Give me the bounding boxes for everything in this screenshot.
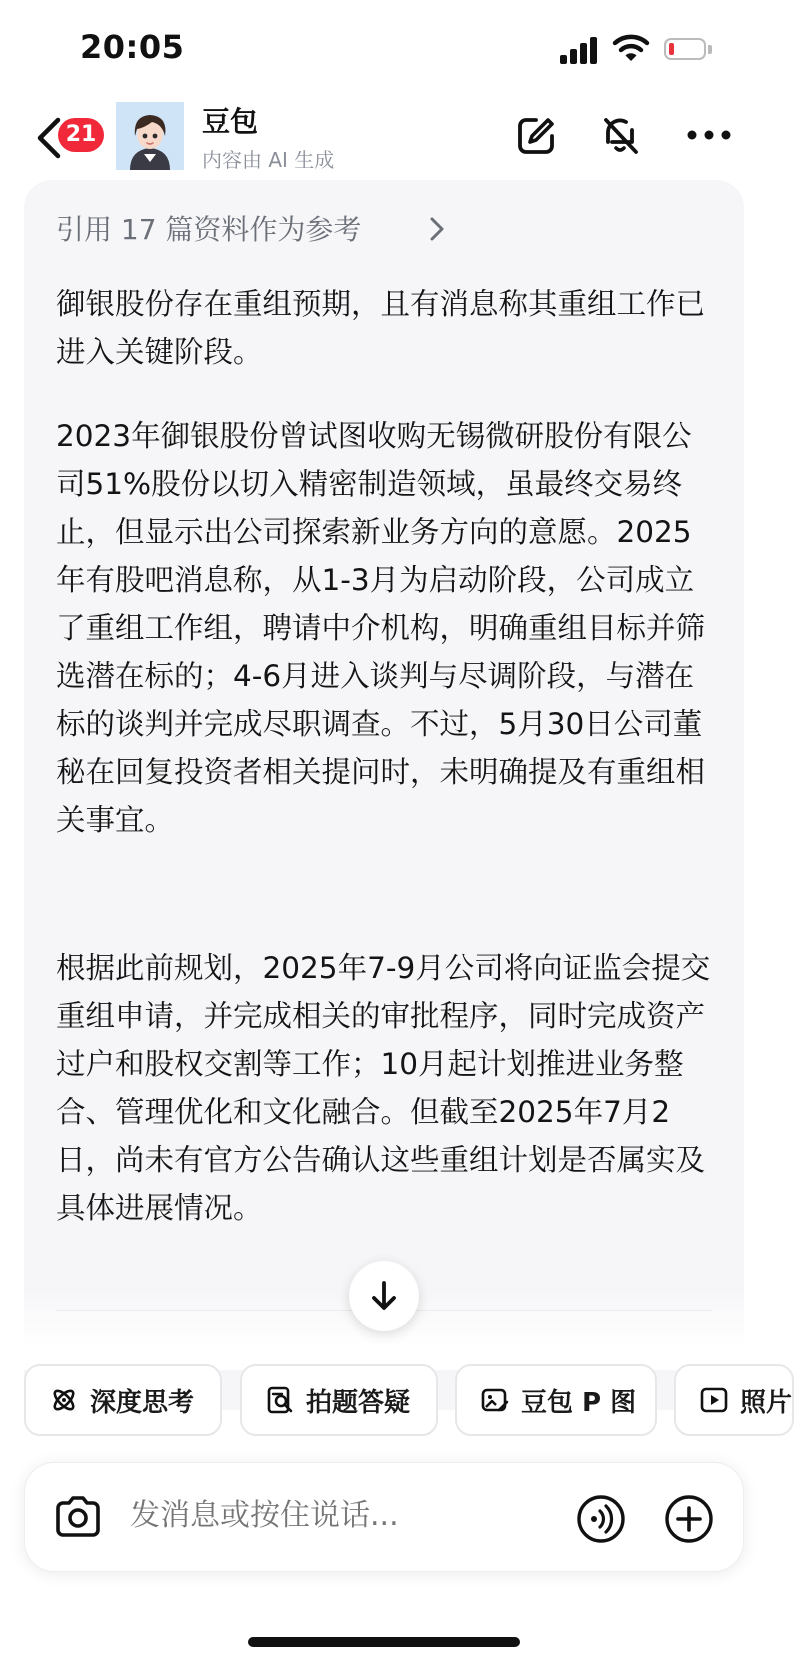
wifi-icon <box>612 32 650 64</box>
atom-icon <box>50 1386 78 1414</box>
edit-icon[interactable] <box>514 114 558 158</box>
bot-avatar[interactable] <box>116 102 184 170</box>
mute-icon[interactable] <box>598 112 642 156</box>
chip-label: 拍题答疑 <box>306 1387 411 1418</box>
camera-icon[interactable] <box>54 1494 102 1540</box>
voice-icon[interactable] <box>576 1494 626 1544</box>
scroll-to-bottom-button[interactable] <box>349 1261 419 1331</box>
references-link[interactable]: 引用 17 篇资料作为参考 <box>56 213 362 246</box>
chip-label: 豆包 P 图 <box>521 1387 637 1418</box>
more-icon[interactable] <box>686 126 732 144</box>
photo-question-chip[interactable] <box>240 1364 438 1436</box>
plus-icon[interactable] <box>664 1494 714 1544</box>
message-input[interactable] <box>130 1498 530 1533</box>
chip-label: 深度思考 <box>90 1387 195 1418</box>
scan-question-icon <box>266 1386 294 1414</box>
answer-paragraph: 根据此前规划，2025年7-9月公司将向证监会提交重组申请，并完成相关的审批程序，同时完成资产过户和股权交割等工作；10月起计划推进业务整合、管理优化和文化融合。但截至2025年7月2日，尚未有官方公告确认这些重组计划是否属实及具体进展情况。 <box>56 951 711 1225</box>
unread-badge[interactable]: 21 <box>58 118 104 152</box>
image-edit-icon <box>481 1386 509 1414</box>
status-time: 20:05 <box>80 28 185 66</box>
bot-name: 豆包 <box>202 105 259 138</box>
play-icon <box>700 1386 728 1414</box>
answer-paragraph: 2023年御银股份曾试图收购无锡微研股份有限公司51%股份以切入精密制造领域，虽最终交易终止，但显示出公司探索新业务方向的意愿。2025年有股吧消息称，从1-3月为启动阶段，公司成立了重组工作组，聘请中介机构，明确重组目标并筛选潜在标的；4-6月进入谈判与尽调阶段，与潜在标的谈判并完成尽职调查。不过，5月30日公司董秘在回复投资者相关提问时，未明确提及有重组相关事宜。 <box>56 419 706 837</box>
battery-icon <box>664 38 712 62</box>
chip-label: 照片 <box>740 1387 793 1418</box>
photo-chip[interactable] <box>674 1364 794 1436</box>
image-edit-chip[interactable] <box>455 1364 657 1436</box>
cellular-signal-icon <box>560 36 600 64</box>
chevron-right-icon[interactable] <box>428 216 446 242</box>
home-indicator <box>248 1637 520 1647</box>
avatar-illustration <box>116 102 184 170</box>
answer-paragraph: 御银股份存在重组预期，且有消息称其重组工作已进入关键阶段。 <box>56 287 706 369</box>
arrow-down-icon <box>370 1280 398 1312</box>
ai-generated-notice: 内容由 AI 生成 <box>202 148 335 172</box>
deep-thinking-chip[interactable] <box>24 1364 222 1436</box>
